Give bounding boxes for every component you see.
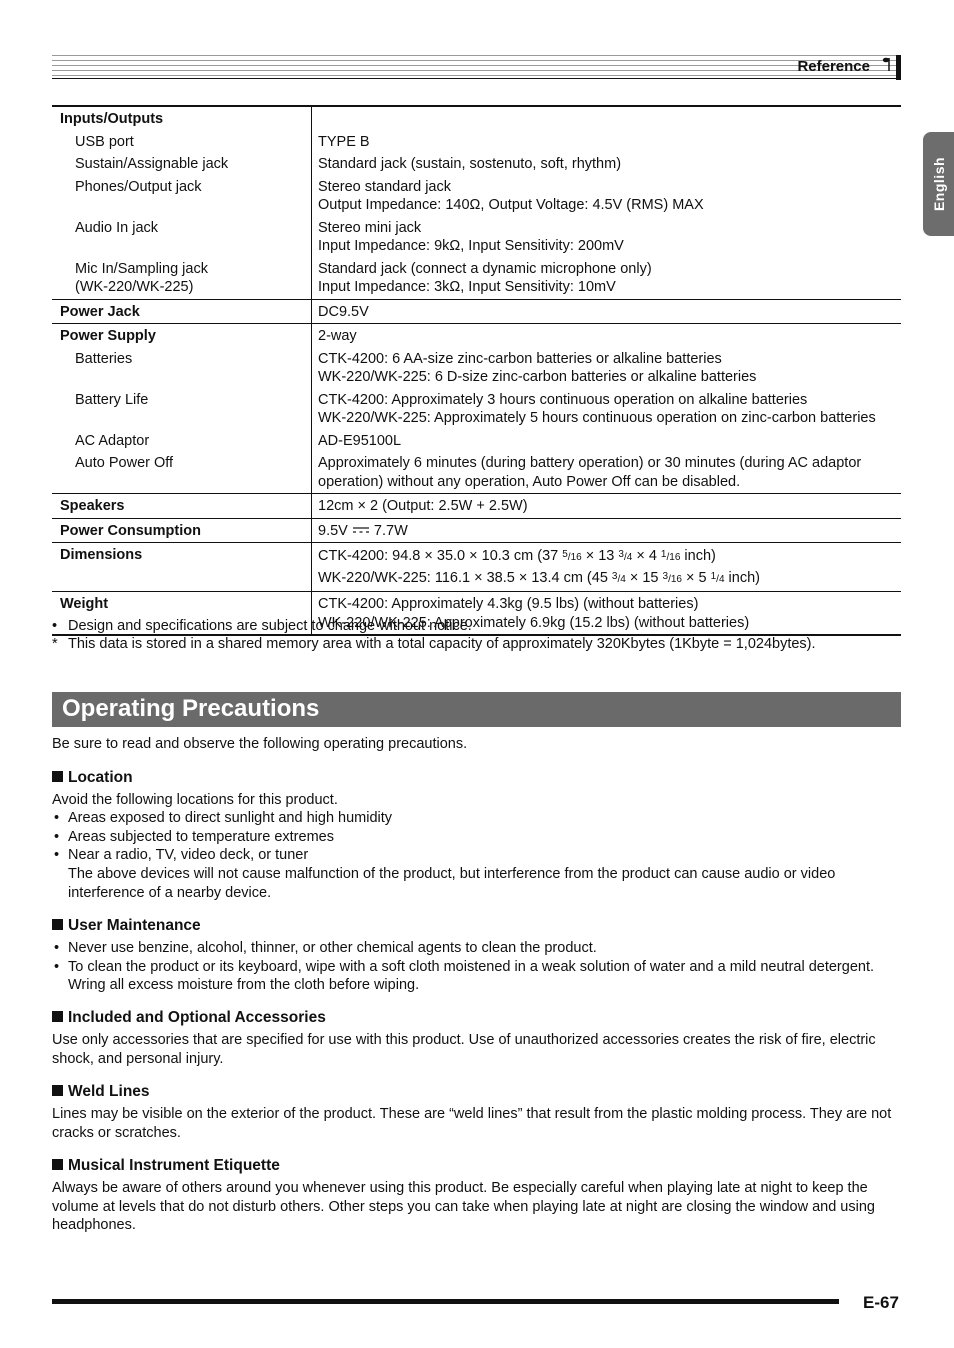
spec-label: USB port: [52, 129, 312, 152]
spec-value-line: WK-220/WK-225: 6 D-size zinc-carbon batteries or alkaline batteries: [318, 369, 757, 385]
list-item-continuation: The above devices will not cause malfunction of the product, but interference from the product can cause audio or video interference of a nearby device.: [68, 866, 836, 901]
fraction-denominator: /16: [668, 573, 682, 585]
spec-value-line: Approximately 6 minutes (during battery operation) or 30 minutes (during AC adaptor: [318, 455, 862, 471]
dim-text: CTK-4200: 94.8 × 35.0 × 10.3 cm (37: [318, 548, 563, 564]
subsection-heading-text: Musical Instrument Etiquette: [68, 1157, 280, 1174]
list-item-text: Areas exposed to direct sunlight and high humidity: [68, 810, 393, 826]
spec-label: Auto Power Off: [52, 450, 312, 494]
black-square-icon: [52, 771, 63, 782]
table-row: [52, 450, 901, 494]
spec-heading: Weight: [52, 592, 312, 636]
spec-value-line: Output Impedance: 140Ω, Output Voltage: 4.5V (RMS) MAX: [318, 197, 704, 213]
spec-value-line: Stereo standard jack: [318, 178, 451, 195]
spec-value-line: Standard jack (connect a dynamic microphone only): [318, 260, 652, 277]
table-row: [52, 106, 901, 129]
header-bar: [896, 55, 901, 80]
table-row: [52, 256, 901, 300]
spec-value: AD-E95100L: [318, 432, 402, 449]
spec-heading: Inputs/Outputs: [52, 106, 312, 129]
dim-text: inch): [724, 569, 760, 586]
list-item: [52, 846, 904, 865]
dim-text: × 4: [632, 548, 661, 564]
fraction-numerator: 3: [618, 549, 624, 560]
note-text: This data is stored in a shared memory area with a total capacity of approximately 320Kbytes (1Kbyte = 1,024bytes).: [68, 636, 816, 652]
fraction-numerator: 5: [562, 549, 568, 560]
spec-value-line: WK-220/WK-225: Approximately 6.9kg (15.2 lbs) (without batteries): [318, 614, 750, 631]
spec-value: [312, 518, 902, 543]
subsection-heading: [52, 1083, 150, 1101]
list-item: [52, 809, 904, 828]
bullet-icon: •: [54, 847, 60, 864]
page-number: E-67: [863, 1293, 899, 1312]
list-item: [52, 828, 904, 847]
spec-value-line: Stereo mini jack: [318, 219, 422, 236]
dim-text: × 15: [625, 569, 663, 586]
section-title: Operating Precautions: [62, 695, 320, 722]
spec-label: Battery Life: [52, 387, 312, 428]
spec-value-line: Input Impedance: 9kΩ, Input Sensitivity: 200mV: [318, 238, 624, 254]
table-row: [52, 428, 901, 451]
spec-label-line: (WK-220/WK-225): [75, 279, 194, 295]
fraction-numerator: 3: [662, 570, 669, 582]
table-row: [52, 151, 901, 174]
spec-value: [312, 256, 902, 300]
spec-label: Batteries: [52, 346, 312, 387]
spec-value: [312, 450, 902, 494]
weld-text: Lines may be visible on the exterior of the product. These are “weld lines” that result from the plastic molding process. They are not cracks or scratches.: [52, 1106, 892, 1141]
spec-value-line: CTK-4200: 6 AA-size zinc-carbon batteries or alkaline batteries: [318, 350, 722, 367]
spec-value: TYPE B: [318, 133, 370, 150]
spec-label: AC Adaptor: [52, 428, 312, 451]
table-row: [52, 299, 901, 324]
bullet-icon: •: [54, 810, 60, 826]
spec-value: 12cm × 2 (Output: 2.5W + 2.5W): [312, 494, 902, 519]
table-row: [52, 518, 901, 543]
table-row: [52, 215, 901, 256]
bullet-icon: •: [52, 618, 58, 634]
table-row: [52, 387, 901, 428]
header-rule: [52, 55, 900, 79]
spec-value: 2-way: [312, 324, 902, 346]
spec-value-line: CTK-4200: Approximately 3 hours continuous operation on alkaline batteries: [318, 391, 808, 408]
location-intro: Avoid the following locations for this product.: [52, 792, 338, 808]
black-square-icon: [52, 1159, 63, 1170]
bullet-icon: •: [54, 940, 60, 956]
black-square-icon: [52, 919, 63, 930]
fraction-denominator: /16: [567, 552, 582, 563]
subsection-heading-text: Weld Lines: [68, 1083, 150, 1100]
black-square-icon: [52, 1011, 63, 1022]
table-row: [52, 174, 901, 215]
table-row: [52, 324, 901, 346]
spec-value-line: [318, 546, 901, 568]
spec-label: Phones/Output jack: [52, 174, 312, 215]
bullet-icon: •: [54, 958, 60, 975]
spec-heading: Dimensions: [52, 543, 312, 592]
spec-value: [312, 215, 902, 256]
footer-rule: [52, 1299, 839, 1304]
fraction-numerator: 1: [660, 549, 667, 560]
spec-value-line: operation) without any operation, Auto Power Off can be disabled.: [318, 473, 741, 490]
spec-value-line: [318, 568, 901, 590]
subsection-heading-text: Location: [68, 769, 133, 786]
spec-value-line: WK-220/WK-225: Approximately 5 hours continuous operation on zinc-carbon batteries: [318, 410, 876, 426]
spec-value: [312, 174, 902, 215]
table-row: [52, 346, 901, 387]
list-item-text: Never use benzine, alcohol, thinner, or other chemical agents to clean the product.: [68, 940, 597, 956]
bullet-icon: •: [54, 828, 60, 845]
spec-heading: Speakers: [52, 494, 312, 519]
dim-text: inch): [680, 548, 716, 564]
list-item-text: Areas subjected to temperature extremes: [68, 828, 334, 845]
accessories-text: Use only accessories that are specified for use with this product. Use of unauthorized accessories creates the risk of fire, electric shock, and personal injury.: [52, 1032, 876, 1067]
dim-text: × 5: [681, 569, 711, 586]
subsection-heading: [52, 917, 201, 935]
fraction-denominator: /4: [716, 573, 725, 585]
list-item-text: To clean the product or its keyboard, wipe with a soft cloth moistened in a weak solution of water and a mild neutral detergent. Wring all excess moisture from the cloth before wiping.: [68, 958, 875, 994]
section-intro: Be sure to read and observe the following operating precautions.: [52, 736, 468, 752]
list-item: [52, 958, 904, 995]
dc-symbol-icon: [352, 526, 370, 534]
specifications-table: [52, 105, 901, 636]
language-tab-label: English: [930, 156, 947, 212]
subsection-heading-text: Included and Optional Accessories: [68, 1009, 326, 1026]
music-note-icon: [878, 56, 894, 78]
dim-text: × 13: [581, 548, 619, 564]
dim-text: WK-220/WK-225: 116.1 × 38.5 × 13.4 cm (45: [318, 569, 612, 586]
fraction-denominator: /4: [617, 573, 626, 585]
spec-note: [52, 617, 472, 635]
spec-label-line: Mic In/Sampling jack: [75, 260, 208, 277]
note-text: Design and specifications are subject to change without notice.: [68, 618, 472, 634]
table-row: [52, 494, 901, 519]
table-row: [52, 543, 901, 592]
spec-heading: Power Consumption: [52, 518, 312, 543]
spec-heading: Power Supply: [52, 324, 312, 346]
fraction-denominator: /16: [666, 552, 681, 563]
subsection-heading: [52, 1009, 326, 1027]
spec-label: Sustain/Assignable jack: [52, 151, 312, 174]
subsection-heading: [52, 769, 133, 787]
section-banner: [52, 692, 901, 727]
subsection-heading-text: User Maintenance: [68, 917, 201, 934]
maintenance-list: [52, 939, 904, 995]
list-item-text: Near a radio, TV, video deck, or tuner: [68, 847, 309, 864]
spec-value: [312, 346, 902, 387]
spec-value: [312, 543, 902, 592]
spec-label: [52, 256, 312, 300]
spec-value-part: 9.5V: [318, 522, 348, 539]
fraction-numerator: 1: [710, 570, 717, 582]
fraction-denominator: /4: [623, 552, 633, 563]
header-title: Reference: [797, 58, 870, 75]
spec-value: Standard jack (sustain, sostenuto, soft, rhythm): [318, 156, 622, 172]
subsection-heading: [52, 1157, 280, 1175]
spec-value: [312, 387, 902, 428]
fraction-numerator: 3: [611, 570, 618, 582]
spec-value-part: 7.7W: [373, 522, 408, 539]
spec-heading: Power Jack: [52, 299, 312, 324]
etiquette-text: Always be aware of others around you whenever using this product. Be especially careful when playing late at night to keep the volume at levels that do not disturb others. Other steps you can take when playing late at night are closing the window and using headphones.: [52, 1180, 875, 1234]
asterisk-mark: *: [52, 636, 58, 652]
list-item: [52, 939, 904, 958]
table-row: [52, 129, 901, 152]
spec-label: Audio In jack: [52, 215, 312, 256]
spec-value-line: Input Impedance: 3kΩ, Input Sensitivity: 10mV: [318, 279, 616, 295]
spec-value-line: CTK-4200: Approximately 4.3kg (9.5 lbs) (without batteries): [318, 596, 699, 612]
spec-value: DC9.5V: [312, 299, 902, 324]
spec-note: [52, 635, 816, 653]
location-list: [52, 809, 904, 903]
language-tab: [923, 132, 954, 236]
black-square-icon: [52, 1085, 63, 1096]
